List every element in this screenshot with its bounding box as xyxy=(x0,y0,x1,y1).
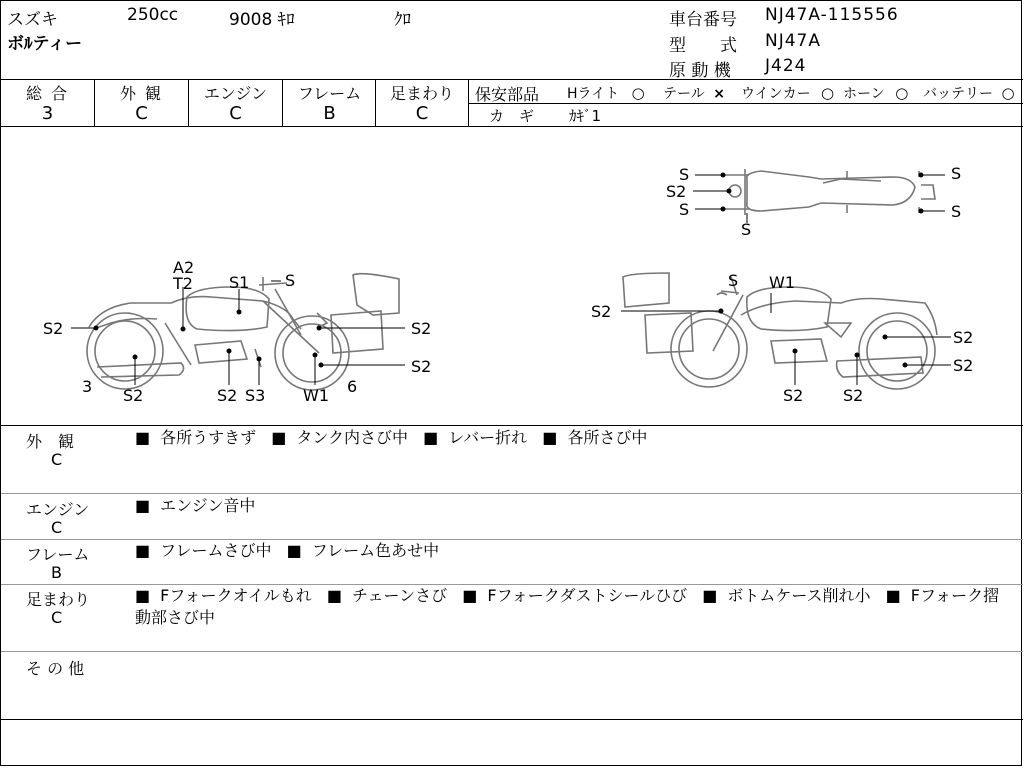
grade-label: エンジン xyxy=(203,84,268,103)
status-cross-icon: × xyxy=(713,86,725,102)
diagram-label: S3 xyxy=(245,386,266,405)
divider xyxy=(1,719,1023,720)
safety-item-winker xyxy=(741,83,834,103)
safety-item-tail xyxy=(663,83,725,103)
diagram-label: A2 xyxy=(173,258,195,277)
grade-label: 総 合 xyxy=(25,84,70,103)
divider xyxy=(1,493,1023,494)
grade-value: C xyxy=(415,103,429,124)
safety-item-headlight xyxy=(567,83,645,103)
diagram-label: S xyxy=(728,271,739,290)
grade-frame xyxy=(283,81,376,125)
grade-total xyxy=(1,81,94,125)
diagram-label: S xyxy=(285,271,296,290)
damage-diagram xyxy=(1,127,1023,425)
maker: スズキ xyxy=(7,10,58,30)
grade-label: 足まわり xyxy=(389,84,454,103)
section-grade: B xyxy=(51,563,62,582)
diagram-label: S2 xyxy=(843,386,864,405)
note-item: ■ 各所さび中 xyxy=(542,428,647,447)
diagram-label: S2 xyxy=(43,319,64,338)
model-code-value: NJ47A xyxy=(765,31,821,51)
mileage: 9008 ｷﾛ xyxy=(229,10,295,30)
section-notes-engine xyxy=(135,495,1015,517)
note-item: ■ フレームさび中 xyxy=(135,541,272,560)
diagram-label: S xyxy=(679,200,690,219)
section-label: 足まわり xyxy=(26,590,91,609)
safety-item-horn xyxy=(843,83,908,103)
section-grade: C xyxy=(51,450,63,469)
diagram-label: S1 xyxy=(229,273,250,292)
safety-title: 保安部品 xyxy=(475,85,540,104)
divider xyxy=(1,79,1023,80)
note-item: ■ Fフォーク摺動部さび中 xyxy=(135,586,999,627)
diagram-label: T2 xyxy=(173,274,193,293)
bike-top-view xyxy=(723,169,935,215)
model-name: ボﾙティー xyxy=(7,34,83,54)
grade-value: B xyxy=(323,103,336,124)
diagram-label: 3 xyxy=(82,377,93,396)
safety-item-label: ホーン xyxy=(843,86,885,102)
diagram-label: S2 xyxy=(666,182,687,201)
section-grade: C xyxy=(51,518,63,537)
engine-value: J424 xyxy=(765,56,807,76)
key-label: カ ギ xyxy=(489,107,535,125)
grade-engine xyxy=(189,81,282,125)
diagram-label: S2 xyxy=(953,356,974,375)
note-item: ■ Fフォークダストシールひび xyxy=(462,586,687,605)
status-circle-icon: ○ xyxy=(631,84,645,102)
diagram-label: S2 xyxy=(411,357,432,376)
safety-item-label: バッテリー xyxy=(923,86,993,102)
section-notes-frame xyxy=(135,540,1015,562)
grade-value: C xyxy=(135,103,148,124)
color: ｸﾛ xyxy=(394,10,411,30)
section-label: 外 観 xyxy=(26,432,75,451)
section-grade: C xyxy=(51,608,63,627)
note-item: ■ タンク内さび中 xyxy=(271,428,408,447)
grade-label: 外 観 xyxy=(119,84,164,103)
divider xyxy=(1,651,1023,652)
grade-exterior xyxy=(95,81,188,125)
status-circle-icon: ○ xyxy=(895,84,909,102)
note-item: ■ エンジン音中 xyxy=(135,496,255,515)
diagram-label: S2 xyxy=(591,302,612,321)
diagram-label: S xyxy=(951,164,962,183)
note-item: ■ 各所うすきず xyxy=(135,428,256,447)
safety-item-battery xyxy=(923,83,1015,103)
diagram-label: S2 xyxy=(783,386,804,405)
frame-no-value: NJ47A-115556 xyxy=(765,5,899,25)
displacement: 250cc xyxy=(127,5,179,25)
safety-item-label: Hライト xyxy=(567,86,620,102)
diagram-label: S xyxy=(951,202,962,221)
divider xyxy=(468,103,1023,104)
safety-item-label: ウインカー xyxy=(741,86,811,102)
safety-item-label: テール xyxy=(663,86,705,102)
key-value: ｶｷﾞ1 xyxy=(569,107,602,125)
note-item: ■ チェーンさび xyxy=(327,586,447,605)
divider xyxy=(1,425,1023,426)
diagram-label: W1 xyxy=(769,273,795,292)
section-label: フレーム xyxy=(26,545,90,564)
diagram-label: 6 xyxy=(347,377,358,396)
status-circle-icon: ○ xyxy=(821,84,835,102)
model-code-label: 型 式 xyxy=(669,36,737,56)
diagram-label: S2 xyxy=(123,386,144,405)
grade-value: C xyxy=(229,103,242,124)
grade-suspension xyxy=(376,81,468,125)
section-label: そ の 他 xyxy=(26,659,85,678)
status-circle-icon: ○ xyxy=(1001,84,1015,102)
note-item: ■ ボトムケース削れ小 xyxy=(702,586,870,605)
section-label: エンジン xyxy=(26,500,90,519)
diagram-label: S xyxy=(679,165,690,184)
diagram-label: W1 xyxy=(303,386,329,405)
engine-label: 原 動 機 xyxy=(669,61,731,81)
section-notes-suspension xyxy=(135,585,1015,629)
diagram-label: S xyxy=(741,220,752,239)
section-notes-exterior xyxy=(135,427,1015,449)
note-item: ■ Fフォークオイルもれ xyxy=(135,586,312,605)
pointer-lines xyxy=(71,173,951,385)
grade-label: フレーム xyxy=(297,84,362,103)
frame-no-label: 車台番号 xyxy=(669,10,737,30)
diagram-label: S2 xyxy=(953,328,974,347)
note-item: ■ レバー折れ xyxy=(423,428,527,447)
diagram-label: S2 xyxy=(217,386,238,405)
diagram-label: S2 xyxy=(411,319,432,338)
grade-value: 3 xyxy=(41,103,54,124)
note-item: ■ フレーム色あせ中 xyxy=(287,541,440,560)
